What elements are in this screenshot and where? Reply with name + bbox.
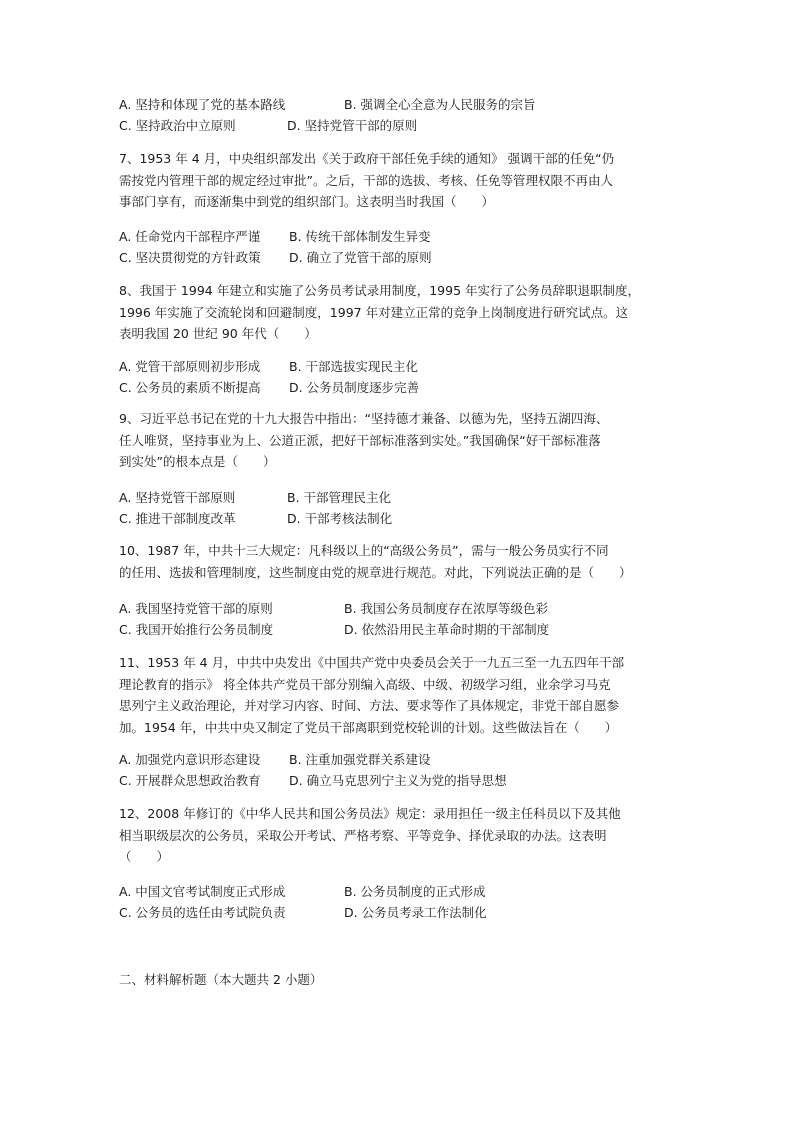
q8-option-d: D. 公务员制度逐步完善 xyxy=(289,380,420,395)
q7-option-b: B. 传统干部体制发生异变 xyxy=(289,229,431,244)
option-row xyxy=(119,902,679,923)
q11-option-a: A. 加强党内意识形态建设 xyxy=(119,752,261,767)
q8-stem-line: 表明我国 20 世纪 90 年代（ ） xyxy=(119,326,317,341)
q11-stem-line: 加。1954 年，中共中央又制定了党员干部离职到党校轮训的计划。这些做法旨在（ ） xyxy=(119,719,618,735)
option-row xyxy=(119,881,679,902)
q8-option-b: B. 干部选拔实现民主化 xyxy=(289,359,419,374)
q6-option-a: A. 坚持和体现了党的基本路线 xyxy=(119,97,286,112)
option-row xyxy=(119,619,679,640)
q6-option-c: C. 坚持政治中立原则 xyxy=(119,118,236,133)
q10-option-a: A. 我国坚持党管干部的原则 xyxy=(119,601,273,616)
q12-stem-line: 相当职级层次的公务员，采取公开考试、严格考察、平等竞争、择优录取的办法。这表明 xyxy=(119,827,607,843)
q7-stem-line: 7、1953 年 4 月，中央组织部发出《关于政府干部任免手续的通知》 强调干部的任免“仍 xyxy=(119,151,615,166)
q11-stem-line: 理论教育的指示》 将全体共产党员干部分别编入高级、中级、初级学习组，业余学习马克 xyxy=(119,676,611,692)
option-row xyxy=(119,247,679,268)
q9-stem-line: 到实处”的根本点是（ ） xyxy=(119,454,276,469)
q9-stem-line: 任人唯贤，坚持事业为上、公道正派，把好干部标准落到实处。”我国确保“好干部标准落 xyxy=(119,432,601,448)
q11-stem-line: 11、1953 年 4 月，中共中央发出《中国共产党中央委员会关于一九五三至一九五四年干部 xyxy=(119,655,625,670)
question-7 xyxy=(119,148,679,213)
q9-option-b: B. 干部管理民主化 xyxy=(287,490,392,505)
q9-options xyxy=(119,487,679,529)
question-10 xyxy=(119,540,679,583)
q11-option-b: B. 注重加强党群关系建设 xyxy=(289,752,431,767)
q12-option-a: A. 中国文官考试制度正式形成 xyxy=(119,884,286,899)
q11-option-d: D. 确立马克思列宁主义为党的指导思想 xyxy=(289,773,507,788)
q9-option-a: A. 坚持党管干部原则 xyxy=(119,490,236,505)
q12-stem-line: （ ） xyxy=(119,849,170,864)
q12-options xyxy=(119,881,679,923)
q11-option-c: C. 开展群众思想政治教育 xyxy=(119,773,261,788)
option-row xyxy=(119,115,679,136)
q6-option-d: D. 坚持党管干部的原则 xyxy=(287,118,418,133)
q7-option-d: D. 确立了党管干部的原则 xyxy=(289,250,432,265)
q7-stem-line: 需按党内管理干部的规定经过审批”。之后，干部的选拔、考核、任免等管理权限不再由人 xyxy=(119,172,613,188)
q7-stem-line: 事部门享有，而逐渐集中到党的组织部门。这表明当时我国（ ） xyxy=(119,194,495,209)
q9-stem-line: 9、习近平总书记在党的十九大报告中指出：“坚持德才兼备、以德为先，坚持五湖四海、 xyxy=(119,411,609,426)
q10-option-c: C. 我国开始推行公务员制度 xyxy=(119,622,274,637)
q11-options xyxy=(119,749,679,791)
q7-option-c: C. 坚决贯彻党的方针政策 xyxy=(119,250,261,265)
q10-option-d: D. 依然沿用民主革命时期的干部制度 xyxy=(344,622,550,637)
option-row xyxy=(119,598,679,619)
q10-options xyxy=(119,598,679,640)
question-11 xyxy=(119,652,679,738)
option-row xyxy=(119,487,679,508)
q8-options xyxy=(119,356,679,398)
question-8 xyxy=(119,280,679,345)
q8-option-c: C. 公务员的素质不断提高 xyxy=(119,380,261,395)
q12-option-c: C. 公务员的选任由考试院负责 xyxy=(119,905,286,920)
q12-option-b: B. 公务员制度的正式形成 xyxy=(344,884,486,899)
q10-option-b: B. 我国公务员制度存在浓厚等级色彩 xyxy=(344,601,549,616)
q12-option-d: D. 公务员考录工作法制化 xyxy=(344,905,487,920)
q7-options xyxy=(119,226,679,268)
option-row xyxy=(119,226,679,247)
section-2-title: 二、材料解析题（本大题共 2 小题） xyxy=(119,972,323,987)
option-row xyxy=(119,749,679,770)
q6-options xyxy=(119,94,679,136)
q10-stem-line: 的任用、选拔和管理制度，这些制度由党的规章进行规范。对此，下列说法正确的是（ ） xyxy=(119,564,632,580)
q11-stem-line: 思列宁主义政治理论，并对学习内容、时间、方法、要求等作了具体规定，非党干部自愿参 xyxy=(119,698,620,713)
q10-stem-line: 10、1987 年，中共十三大规定：凡科级以上的“高级公务员”，需与一般公务员实行不同 xyxy=(119,543,609,558)
option-row xyxy=(119,770,679,791)
option-row xyxy=(119,94,679,115)
q12-stem-line: 12、2008 年修订的《中华人民共和国公务员法》规定：录用担任一级主任科员以下及其他 xyxy=(119,806,621,821)
question-9 xyxy=(119,408,679,473)
q8-stem-line: 8、我国于 1994 年建立和实施了公务员考试录用制度，1995 年实行了公务员辞职退职制度， xyxy=(119,283,640,298)
option-row xyxy=(119,377,679,398)
question-12 xyxy=(119,803,679,868)
option-row xyxy=(119,508,679,529)
q8-option-a: A. 党管干部原则初步形成 xyxy=(119,359,261,374)
q6-option-b: B. 强调全心全意为人民服务的宗旨 xyxy=(344,97,536,112)
section-heading xyxy=(119,969,679,991)
q9-option-d: D. 干部考核法制化 xyxy=(287,511,393,526)
q7-option-a: A. 任命党内干部程序严谨 xyxy=(119,229,261,244)
option-row xyxy=(119,356,679,377)
q8-stem-line: 1996 年实施了交流轮岗和回避制度，1997 年对建立正常的竞争上岗制度进行研究试点。这 xyxy=(119,304,629,320)
q9-option-c: C. 推进干部制度改革 xyxy=(119,511,236,526)
